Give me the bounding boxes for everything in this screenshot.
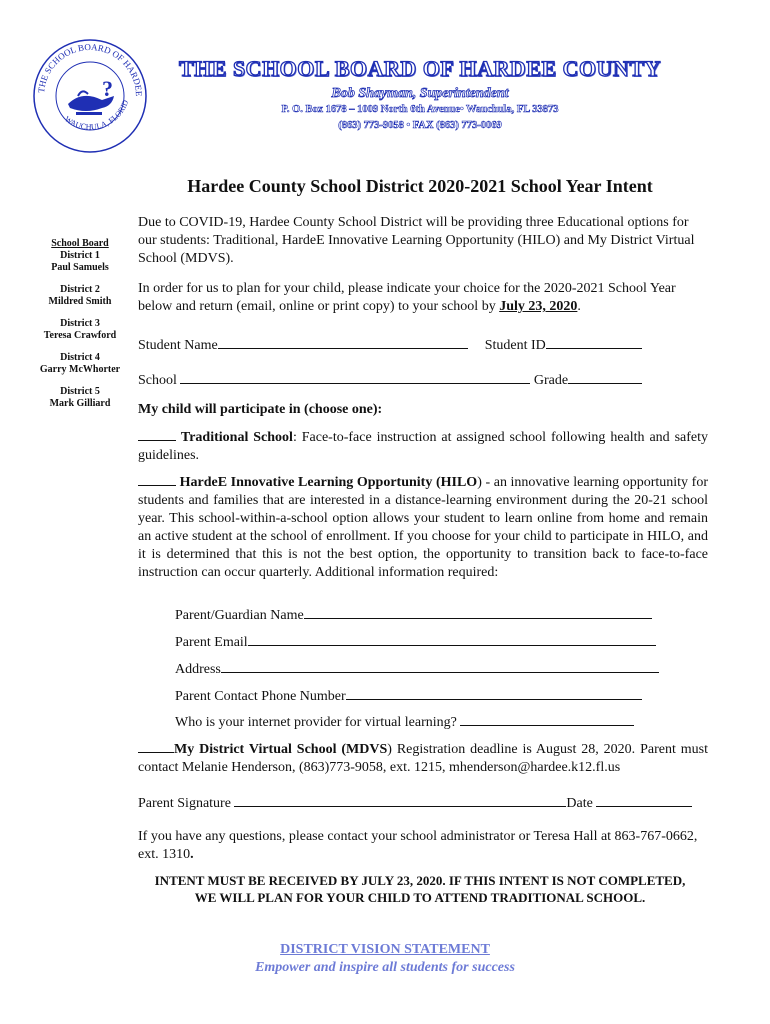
parent-name-row (175, 604, 652, 624)
sidebar-member-name: Mark Gilliard (49, 398, 111, 409)
plan-text: In order for us to plan for your child, please indicate your choice for the 2020-2021 School Year below and return (email, online or print copy) to your school by (138, 281, 676, 314)
signature-row (138, 792, 708, 813)
signature-label: Parent Signature (138, 796, 231, 811)
page-title: Hardee County School District 2020-2021 School Year Intent (187, 176, 653, 196)
hilo-text: ) - an innovative learning opportunity for students and families that are interested in a distance-learning environment during the 20-21 school year. This school-within-a-school option allows your student to learn online from home and remain an active student at the school of enrollment. If you choose for your child to participate in HILO, and it is determined that this is not the best option, the opportunity to transition back to face-to-face instruction can occur quarterly. Additional information required: (138, 475, 708, 580)
svg-text:WAUCHULA, FLORIDA: WAUCHULA, FLORID (62, 98, 131, 132)
sidebar-district: District 2 (60, 284, 100, 295)
traditional-text: : Face-to-face instruction at assigned school following health and safety guidelines. (138, 430, 709, 463)
sidebar-district: District 4 (60, 352, 100, 363)
phone-field[interactable] (346, 685, 642, 700)
board-title: THE SCHOOL BOARD OF HARDEE COUNTY (178, 56, 662, 81)
signature-field[interactable] (234, 792, 566, 807)
date-label: Date (566, 796, 593, 811)
questions-paragraph: If you have any questions, please contact your school administrator or Teresa Hall at 863-767-0662, ext. 1310. (138, 829, 698, 862)
mdvs-checkline[interactable] (138, 738, 174, 753)
sidebar-district: District 1 (60, 250, 100, 261)
sidebar-member-name: Teresa Crawford (43, 330, 117, 341)
traditional-checkline[interactable] (138, 426, 176, 441)
sidebar-heading: School Board (51, 238, 109, 249)
phone-line: (863) 773-9058 • FAX (863) 773-0069 (338, 120, 502, 131)
vision-statement: Empower and inspire all students for success (255, 960, 515, 975)
questions-text: If you have any questions, please contact your school administrator or Teresa Hall at 863-767-0662, ext. 1310 (138, 829, 698, 862)
parent-name-label: Parent/Guardian Name (175, 608, 304, 623)
address-line: P. O. Box 1678 – 1009 North 6th Avenue• Wauchula, FL 33873 (281, 104, 559, 115)
address-label: Address (175, 662, 221, 677)
sidebar-group-1 (30, 238, 130, 274)
grade-field[interactable] (568, 369, 642, 384)
address-row (175, 658, 659, 678)
phone-label: Parent Contact Phone Number (175, 689, 346, 704)
student-id-field[interactable] (546, 334, 642, 349)
deadline-date: July 23, 2020 (499, 299, 578, 314)
sidebar-group-5 (30, 386, 130, 410)
option-mdvs (138, 738, 708, 777)
sidebar-group-4 (30, 352, 130, 376)
notice-line-1: INTENT MUST BE RECEIVED BY JULY 23, 2020. IF THIS INTENT IS NOT COMPLETED, (154, 873, 686, 888)
date-field[interactable] (596, 792, 692, 807)
svg-text:THE SCHOOL BOARD OF HARDEE: THE SCHOOL BOARD OF HARDEE (36, 41, 145, 97)
sidebar-member-name: Mildred Smith (48, 296, 112, 307)
student-id-label: Student ID (484, 338, 546, 353)
sidebar-district: District 5 (60, 386, 100, 397)
option-traditional (138, 426, 708, 465)
superintendent-line: Bob Shayman, Superintendent (331, 86, 509, 101)
address-field[interactable] (221, 658, 659, 673)
vision-heading: DISTRICT VISION STATEMENT (280, 942, 490, 957)
student-name-field[interactable] (218, 334, 468, 349)
plan-paragraph: In order for us to plan for your child, please indicate your choice for the 2020-2021 School Year below and return (email, online or print copy) to your school by July 23, 2020. (138, 281, 676, 314)
student-row (138, 334, 708, 355)
board-sidebar (30, 238, 130, 420)
sidebar-group-3 (30, 318, 130, 342)
school-field[interactable] (180, 369, 530, 384)
internet-row (175, 711, 634, 731)
choose-heading: My child will participate in (choose one): (138, 402, 383, 417)
mdvs-label: My District Virtual School (MDVS (174, 742, 388, 757)
grade-label: Grade (533, 373, 569, 388)
parent-email-label: Parent Email (175, 635, 248, 650)
sidebar-member-name: Paul Samuels (51, 262, 109, 273)
traditional-label: Traditional School (180, 430, 293, 445)
hilo-label: HardeE Innovative Learning Opportunity (HILO (179, 475, 478, 490)
notice-line-2: WE WILL PLAN FOR YOUR CHILD TO ATTEND TRADITIONAL SCHOOL. (194, 890, 646, 905)
internet-field[interactable] (460, 711, 634, 726)
sidebar-district: District 3 (60, 318, 100, 329)
school-label: School (138, 373, 177, 388)
phone-row (175, 685, 642, 705)
sidebar-group-2 (30, 284, 130, 308)
school-board-seal (30, 36, 150, 156)
svg-text:?: ? (102, 76, 113, 101)
parent-name-field[interactable] (304, 604, 652, 619)
hilo-checkline[interactable] (138, 471, 176, 486)
parent-email-field[interactable] (248, 631, 656, 646)
intro-paragraph: Due to COVID-19, Hardee County School District will be providing three Educational options for our students: Traditional, HardeE Innovative Learning Opportunity (HILO) and My District Virtual School (MDVS). (138, 215, 695, 266)
mdvs-text: ) Registration deadline is August 28, 2020. Parent must contact Melanie Henderson, (863)773-9058, ext. 1215, mhenderson@hardee.k12.fl.us (138, 742, 708, 775)
option-hilo (138, 471, 708, 582)
school-row (138, 369, 708, 390)
internet-label: Who is your internet provider for virtual learning? (175, 715, 457, 730)
parent-email-row (175, 631, 656, 651)
student-name-label: Student Name (138, 338, 218, 353)
sidebar-member-name: Garry McWhorter (39, 364, 121, 375)
